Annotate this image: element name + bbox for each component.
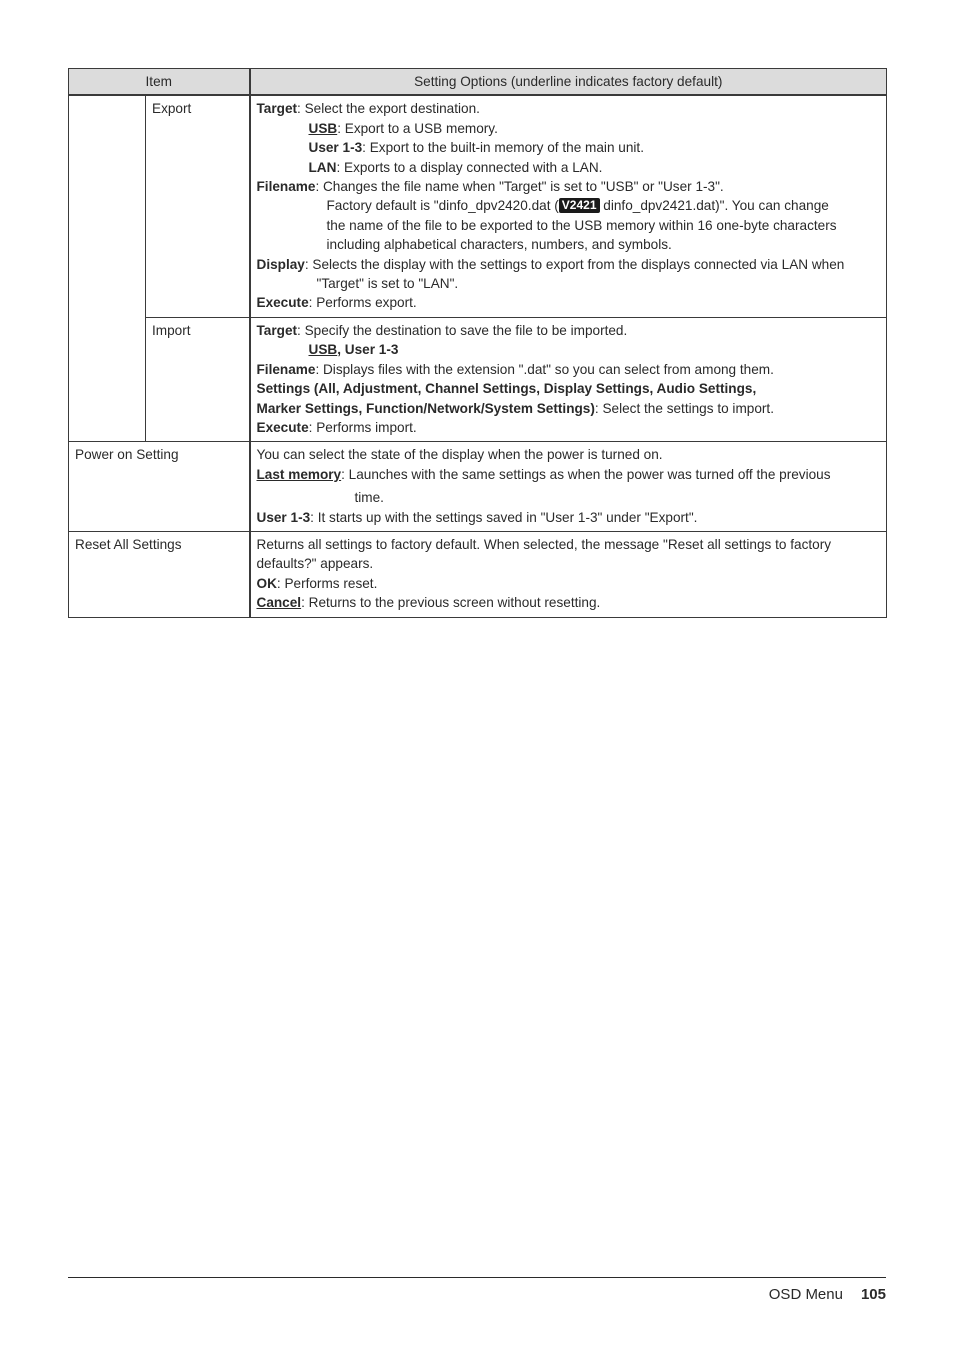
- export-execute-line: Execute: Performs export.: [256, 295, 417, 311]
- export-lan-line: LAN: Exports to a display connected with a LAN.: [308, 159, 603, 175]
- table-row-export: [69, 95, 887, 317]
- export-filename-default-line: Factory default is "dinfo_dpv2420.dat ( V2421 dinfo_dpv2421.dat)". You can change: [326, 198, 829, 214]
- item-power-on-setting: Power on Setting: [69, 442, 250, 532]
- import-filename-line: Filename: Displays files with the extension ".dat" so you can select from among them.: [256, 361, 774, 377]
- power-on-user-line: User 1-3: It starts up with the settings saved in "User 1-3" under "Export".: [256, 509, 698, 525]
- import-usb-line: USB, User 1-3: [308, 342, 399, 358]
- table-row-import: [69, 317, 887, 441]
- footer-divider: [68, 1277, 886, 1278]
- options-reset: [250, 531, 887, 617]
- export-filename-line: Filename: Changes the file name when "Target" is set to "USB" or "User 1-3".: [256, 179, 724, 195]
- options-export: [250, 95, 887, 317]
- reset-intro: Returns all settings to factory default. When selected, the message "Reset all settings to factory defaults?" appears.: [256, 536, 832, 572]
- header-options: Setting Options (underline indicates factory default): [250, 69, 887, 96]
- table-row-reset: [69, 531, 887, 617]
- header-item: Item: [69, 69, 250, 96]
- item-export: Export: [146, 95, 250, 317]
- import-settings-line-2: Marker Settings, Function/Network/System Settings): Select the settings to import.: [256, 400, 774, 416]
- export-target-line: Target: Select the export destination.: [256, 101, 480, 117]
- page-number: 105: [860, 1286, 886, 1303]
- export-filename-line-2: the name of the file to be exported to the USB memory within 16 one-byte characters: [326, 217, 837, 233]
- item-reset-all-settings: Reset All Settings: [69, 531, 250, 617]
- options-power-on: [250, 442, 887, 532]
- parent-item-cell: [69, 95, 146, 441]
- model-badge: V2421: [559, 198, 600, 213]
- page-footer: [769, 1285, 886, 1305]
- export-user-line: User 1-3: Export to the built-in memory of the main unit.: [308, 140, 644, 156]
- import-target-line: Target: Specify the destination to save the file to be imported.: [256, 322, 628, 338]
- reset-ok-line: OK: Performs reset.: [256, 575, 378, 591]
- footer-section-title: OSD Menu: [768, 1286, 843, 1303]
- table-header-row: [69, 69, 887, 96]
- table-row-power-on: [69, 442, 887, 532]
- export-display-line-2: "Target" is set to "LAN".: [316, 276, 459, 292]
- settings-table: [68, 68, 887, 618]
- reset-cancel-line: Cancel: Returns to the previous screen without resetting.: [256, 595, 601, 611]
- power-on-last-memory-line: Last memory: Launches with the same settings as when the power was turned off the previous: [256, 466, 831, 482]
- options-import: [250, 317, 887, 441]
- import-execute-line: Execute: Performs import.: [256, 419, 417, 435]
- export-usb-line: USB: Export to a USB memory.: [308, 120, 498, 136]
- import-settings-line-1: Settings (All, Adjustment, Channel Settings, Display Settings, Audio Settings,: [256, 381, 757, 397]
- power-on-last-memory-line-2: time.: [354, 490, 384, 506]
- item-import: Import: [146, 317, 250, 441]
- export-filename-line-3: including alphabetical characters, numbers, and symbols.: [326, 237, 672, 253]
- export-display-line: Display: Selects the display with the settings to export from the displays connected via LAN when: [256, 256, 845, 272]
- power-on-intro: You can select the state of the display when the power is turned on.: [256, 447, 663, 463]
